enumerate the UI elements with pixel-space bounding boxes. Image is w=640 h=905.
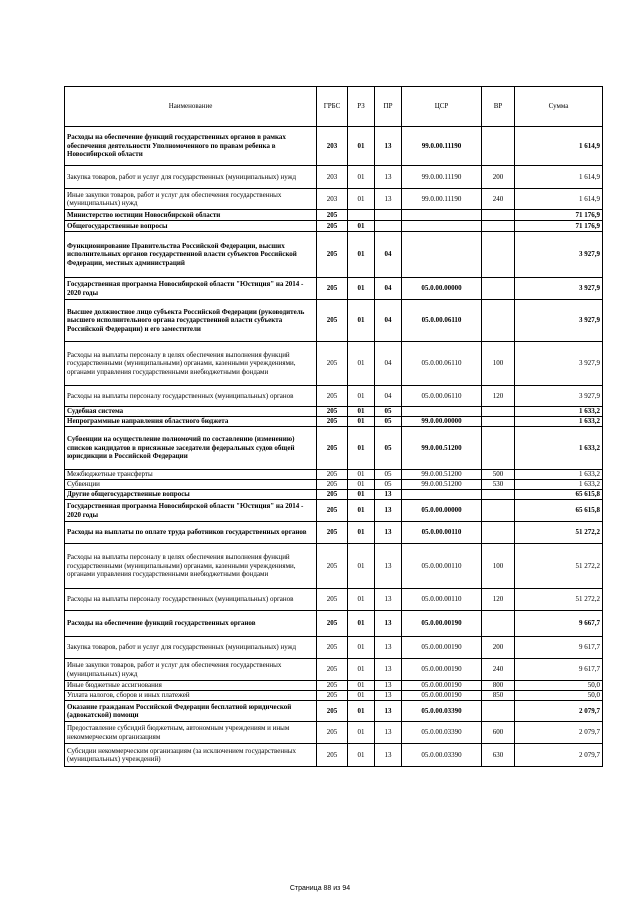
cell-pr: 13 [375, 166, 402, 189]
table-row [65, 127, 603, 166]
cell-vr: 100 [482, 544, 515, 589]
cell-rz: 01 [348, 480, 375, 490]
cell-sum: 3 927,9 [515, 342, 603, 386]
cell-sum: 1 614,9 [515, 189, 603, 210]
cell-vr [482, 522, 515, 544]
cell-name: Высшее должностное лицо субъекта Российской Федерации (руководитель высшего исполнительного органа государственной власти субъекта Российской Федерации) и его заместители [65, 300, 317, 342]
cell-grbs: 205 [317, 500, 348, 522]
table-row [65, 691, 603, 701]
cell-csr [402, 407, 482, 417]
cell-name: Закупка товаров, работ и услуг для государственных (муниципальных) нужд [65, 166, 317, 189]
cell-sum: 1 633,2 [515, 417, 603, 427]
cell-sum: 65 615,8 [515, 490, 603, 500]
cell-pr: 05 [375, 427, 402, 470]
cell-rz: 01 [348, 232, 375, 278]
cell-name: Расходы на выплаты по оплате труда работников государственных органов [65, 522, 317, 544]
cell-grbs: 205 [317, 522, 348, 544]
cell-sum: 9 617,7 [515, 659, 603, 681]
cell-csr: 05.0.00.00190 [402, 659, 482, 681]
cell-grbs: 203 [317, 189, 348, 210]
cell-name: Оказание гражданам Российской Федерации бесплатной юридической (адвокатской) помощи [65, 701, 317, 722]
cell-sum: 51 272,2 [515, 589, 603, 611]
cell-grbs: 205 [317, 701, 348, 722]
cell-grbs: 205 [317, 342, 348, 386]
cell-rz: 01 [348, 722, 375, 744]
cell-sum: 2 079,7 [515, 722, 603, 744]
cell-csr: 05.0.00.00190 [402, 691, 482, 701]
header-vr: ВР [482, 87, 515, 127]
cell-pr: 13 [375, 189, 402, 210]
cell-name: Субвенции [65, 480, 317, 490]
table-row [65, 417, 603, 427]
cell-vr [482, 500, 515, 522]
table-row [65, 210, 603, 221]
cell-sum: 9 667,7 [515, 611, 603, 637]
cell-name: Функционирование Правительства Российской Федерации, высших исполнительных органов государственной власти субъектов Российской Федерации, местных администраций [65, 232, 317, 278]
cell-csr: 05.0.00.00190 [402, 637, 482, 659]
cell-rz: 01 [348, 417, 375, 427]
cell-vr: 100 [482, 342, 515, 386]
cell-grbs: 203 [317, 166, 348, 189]
cell-grbs: 205 [317, 611, 348, 637]
cell-pr: 13 [375, 589, 402, 611]
cell-pr: 13 [375, 722, 402, 744]
cell-vr: 200 [482, 637, 515, 659]
cell-grbs: 205 [317, 637, 348, 659]
cell-sum: 3 927,9 [515, 386, 603, 407]
cell-rz: 01 [348, 522, 375, 544]
table-row [65, 278, 603, 300]
cell-sum: 71 176,9 [515, 221, 603, 232]
cell-vr [482, 127, 515, 166]
cell-sum: 50,0 [515, 681, 603, 691]
cell-vr: 120 [482, 589, 515, 611]
cell-vr [482, 278, 515, 300]
cell-sum: 51 272,2 [515, 544, 603, 589]
cell-pr: 04 [375, 342, 402, 386]
cell-vr [482, 407, 515, 417]
cell-vr: 600 [482, 722, 515, 744]
cell-csr: 99.0.00.51200 [402, 427, 482, 470]
table-row [65, 221, 603, 232]
cell-grbs: 205 [317, 722, 348, 744]
cell-pr: 13 [375, 659, 402, 681]
table-row [65, 701, 603, 722]
cell-grbs: 205 [317, 480, 348, 490]
table-row [65, 637, 603, 659]
cell-sum: 3 927,9 [515, 232, 603, 278]
cell-name: Субсидии некоммерческим организациям (за исключением государственных (муниципальных) учреждений) [65, 744, 317, 767]
table-row [65, 407, 603, 417]
cell-sum: 65 615,8 [515, 500, 603, 522]
cell-rz: 01 [348, 589, 375, 611]
table-row [65, 386, 603, 407]
header-csr: ЦСР [402, 87, 482, 127]
cell-pr: 04 [375, 300, 402, 342]
header-rz: РЗ [348, 87, 375, 127]
table-row [65, 500, 603, 522]
cell-grbs: 205 [317, 407, 348, 417]
cell-vr [482, 232, 515, 278]
cell-name: Расходы на выплаты персоналу в целях обеспечения выполнения функций государственными (муниципальными) органами, казенными учреждениями, органами управления государственными внебюджетными фондами [65, 544, 317, 589]
cell-vr: 630 [482, 744, 515, 767]
cell-csr: 05.0.00.06110 [402, 342, 482, 386]
cell-csr: 05.0.00.00190 [402, 611, 482, 637]
cell-grbs: 205 [317, 427, 348, 470]
cell-csr [402, 490, 482, 500]
cell-sum: 9 617,7 [515, 637, 603, 659]
table-row [65, 659, 603, 681]
cell-vr: 850 [482, 691, 515, 701]
table-row [65, 342, 603, 386]
cell-csr [402, 210, 482, 221]
cell-csr [402, 221, 482, 232]
table-row [65, 611, 603, 637]
cell-name: Иные закупки товаров, работ и услуг для обеспечения государственных (муниципальных) нужд [65, 189, 317, 210]
cell-name: Государственная программа Новосибирской области "Юстиция" на 2014 - 2020 годы [65, 500, 317, 522]
cell-rz: 01 [348, 221, 375, 232]
cell-rz: 01 [348, 637, 375, 659]
cell-pr: 13 [375, 611, 402, 637]
table-row [65, 189, 603, 210]
cell-csr: 99.0.00.00000 [402, 417, 482, 427]
cell-csr [402, 232, 482, 278]
cell-rz: 01 [348, 691, 375, 701]
cell-grbs: 205 [317, 470, 348, 480]
cell-vr: 530 [482, 480, 515, 490]
cell-csr: 99.0.00.11190 [402, 189, 482, 210]
cell-pr [375, 210, 402, 221]
cell-csr: 05.0.00.03390 [402, 701, 482, 722]
cell-name: Иные закупки товаров, работ и услуг для обеспечения государственных (муниципальных) нужд [65, 659, 317, 681]
table-body [65, 127, 603, 767]
cell-vr: 120 [482, 386, 515, 407]
cell-pr: 05 [375, 407, 402, 417]
cell-pr [375, 221, 402, 232]
cell-name: Расходы на выплаты персоналу государственных (муниципальных) органов [65, 386, 317, 407]
cell-sum: 1 633,2 [515, 470, 603, 480]
header-pr: ПР [375, 87, 402, 127]
table-row [65, 544, 603, 589]
cell-pr: 04 [375, 386, 402, 407]
table-row [65, 427, 603, 470]
cell-vr: 240 [482, 659, 515, 681]
cell-vr [482, 490, 515, 500]
cell-sum: 3 927,9 [515, 300, 603, 342]
cell-rz: 01 [348, 470, 375, 480]
table-row [65, 490, 603, 500]
cell-sum: 1 633,2 [515, 427, 603, 470]
cell-csr: 99.0.00.11190 [402, 127, 482, 166]
cell-csr: 05.0.00.00110 [402, 589, 482, 611]
cell-csr: 05.0.00.03390 [402, 744, 482, 767]
cell-grbs: 205 [317, 232, 348, 278]
cell-pr: 13 [375, 522, 402, 544]
cell-csr: 05.0.00.06110 [402, 300, 482, 342]
cell-name: Расходы на выплаты персоналу в целях обеспечения выполнения функций государственными (муниципальными) органами, казенными учреждениями, органами управления государственными внебюджетными фондами [65, 342, 317, 386]
cell-rz [348, 210, 375, 221]
cell-pr: 05 [375, 470, 402, 480]
cell-rz: 01 [348, 490, 375, 500]
table-row [65, 300, 603, 342]
cell-grbs: 205 [317, 278, 348, 300]
cell-grbs: 205 [317, 386, 348, 407]
cell-pr: 13 [375, 500, 402, 522]
table-row [65, 470, 603, 480]
cell-name: Предоставление субсидий бюджетным, автономным учреждениям и иным некоммерческим организациям [65, 722, 317, 744]
cell-name: Расходы на обеспечение функций государственных органов [65, 611, 317, 637]
budget-table [64, 86, 603, 767]
table-row [65, 681, 603, 691]
cell-pr: 13 [375, 637, 402, 659]
cell-name: Расходы на обеспечение функций государственных органов в рамках обеспечения деятельности Уполномоченного по правам ребенка в Новосибирской области [65, 127, 317, 166]
cell-grbs: 205 [317, 589, 348, 611]
table-row [65, 232, 603, 278]
cell-grbs: 205 [317, 659, 348, 681]
cell-vr: 500 [482, 470, 515, 480]
cell-pr: 13 [375, 701, 402, 722]
cell-pr: 05 [375, 417, 402, 427]
cell-csr: 99.0.00.51200 [402, 470, 482, 480]
cell-csr: 99.0.00.11190 [402, 166, 482, 189]
cell-rz: 01 [348, 189, 375, 210]
cell-grbs: 205 [317, 691, 348, 701]
table-row [65, 480, 603, 490]
cell-rz: 01 [348, 681, 375, 691]
cell-rz: 01 [348, 701, 375, 722]
cell-csr: 05.0.00.03390 [402, 722, 482, 744]
table-row [65, 589, 603, 611]
cell-pr: 13 [375, 681, 402, 691]
cell-name: Министерство юстиции Новосибирской области [65, 210, 317, 221]
cell-sum: 71 176,9 [515, 210, 603, 221]
cell-csr: 05.0.00.00000 [402, 278, 482, 300]
cell-rz: 01 [348, 611, 375, 637]
cell-rz: 01 [348, 544, 375, 589]
page-footer: Страница 88 из 94 [289, 885, 351, 892]
header-sum: Сумма [515, 87, 603, 127]
cell-grbs: 205 [317, 417, 348, 427]
cell-sum: 2 079,7 [515, 744, 603, 767]
cell-grbs: 205 [317, 490, 348, 500]
cell-vr [482, 221, 515, 232]
cell-vr [482, 300, 515, 342]
cell-sum: 1 633,2 [515, 407, 603, 417]
cell-pr: 05 [375, 480, 402, 490]
cell-vr [482, 210, 515, 221]
cell-sum: 3 927,9 [515, 278, 603, 300]
cell-csr: 99.0.00.51200 [402, 480, 482, 490]
cell-name: Субвенции на осуществление полномочий по составлению (изменению) списков кандидатов в присяжные заседатели федеральных судов общей юрисдикции в Российской Федерации [65, 427, 317, 470]
cell-grbs: 205 [317, 300, 348, 342]
cell-grbs: 205 [317, 544, 348, 589]
cell-name: Судебная система [65, 407, 317, 417]
cell-name: Уплата налогов, сборов и иных платежей [65, 691, 317, 701]
cell-csr: 05.0.00.00110 [402, 522, 482, 544]
cell-sum: 1 633,2 [515, 480, 603, 490]
cell-name: Иные бюджетные ассигнования [65, 681, 317, 691]
table-row [65, 166, 603, 189]
cell-name: Другие общегосударственные вопросы [65, 490, 317, 500]
cell-rz: 01 [348, 342, 375, 386]
cell-pr: 13 [375, 691, 402, 701]
cell-csr: 05.0.00.00190 [402, 681, 482, 691]
cell-grbs: 205 [317, 681, 348, 691]
cell-vr: 200 [482, 166, 515, 189]
table-row [65, 744, 603, 767]
cell-vr: 800 [482, 681, 515, 691]
cell-csr: 05.0.00.00110 [402, 544, 482, 589]
cell-sum: 51 272,2 [515, 522, 603, 544]
cell-sum: 50,0 [515, 691, 603, 701]
table-row [65, 722, 603, 744]
table-header [65, 87, 603, 127]
cell-grbs: 205 [317, 210, 348, 221]
cell-rz: 01 [348, 659, 375, 681]
cell-rz: 01 [348, 407, 375, 417]
cell-name: Закупка товаров, работ и услуг для государственных (муниципальных) нужд [65, 637, 317, 659]
cell-name: Общегосударственные вопросы [65, 221, 317, 232]
cell-sum: 1 614,9 [515, 127, 603, 166]
cell-pr: 13 [375, 744, 402, 767]
cell-sum: 1 614,9 [515, 166, 603, 189]
cell-name: Непрограммные направления областного бюджета [65, 417, 317, 427]
cell-csr: 05.0.00.06110 [402, 386, 482, 407]
cell-pr: 13 [375, 127, 402, 166]
cell-grbs: 205 [317, 744, 348, 767]
cell-vr [482, 427, 515, 470]
cell-rz: 01 [348, 427, 375, 470]
cell-pr: 13 [375, 490, 402, 500]
cell-name: Государственная программа Новосибирской области "Юстиция" на 2014 - 2020 годы [65, 278, 317, 300]
cell-vr [482, 417, 515, 427]
header-grbs: ГРБС [317, 87, 348, 127]
cell-rz: 01 [348, 744, 375, 767]
cell-pr: 13 [375, 544, 402, 589]
cell-rz: 01 [348, 500, 375, 522]
cell-grbs: 205 [317, 221, 348, 232]
cell-pr: 04 [375, 232, 402, 278]
cell-rz: 01 [348, 300, 375, 342]
cell-csr: 05.0.00.00000 [402, 500, 482, 522]
cell-sum: 2 079,7 [515, 701, 603, 722]
cell-vr [482, 701, 515, 722]
cell-rz: 01 [348, 127, 375, 166]
table-row [65, 522, 603, 544]
cell-vr: 240 [482, 189, 515, 210]
cell-rz: 01 [348, 278, 375, 300]
header-name: Наименование [65, 87, 317, 127]
cell-rz: 01 [348, 386, 375, 407]
cell-name: Расходы на выплаты персоналу государственных (муниципальных) органов [65, 589, 317, 611]
cell-name: Межбюджетные трансферты [65, 470, 317, 480]
cell-pr: 04 [375, 278, 402, 300]
cell-rz: 01 [348, 166, 375, 189]
cell-vr [482, 611, 515, 637]
cell-grbs: 203 [317, 127, 348, 166]
